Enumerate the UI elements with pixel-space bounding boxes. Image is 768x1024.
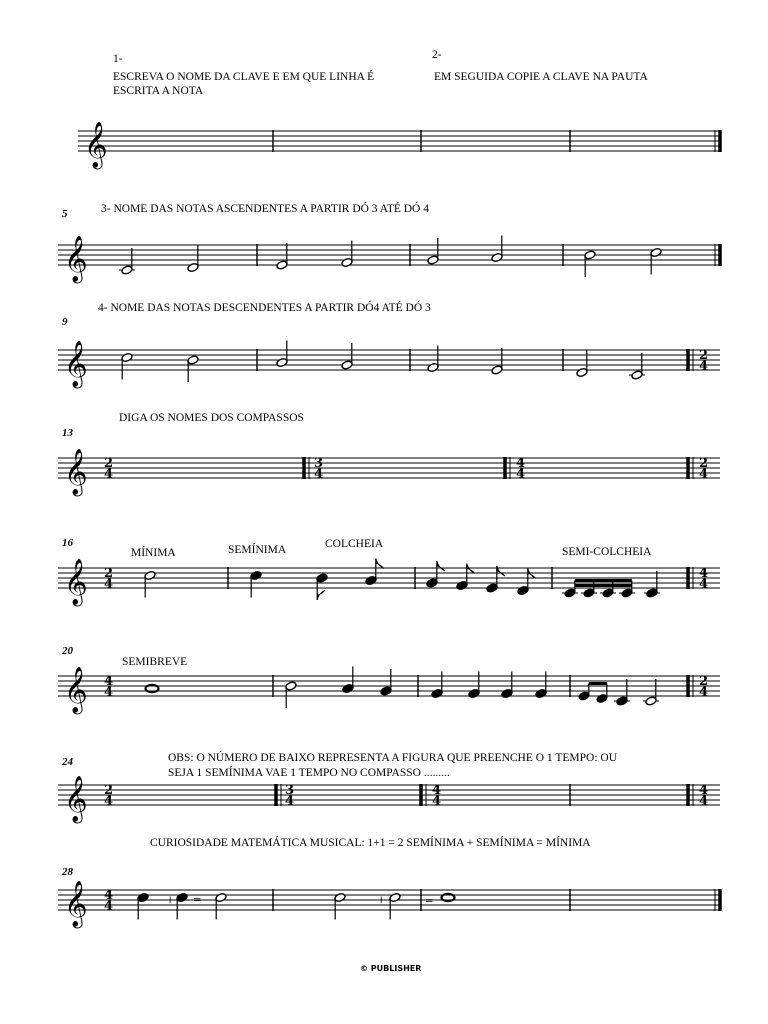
whole-note (442, 894, 455, 901)
label-seminima: SEMÍNIMA (228, 544, 287, 556)
treble-clef-icon: 𝄞 (84, 122, 108, 168)
treble-clef-icon: 𝄞 (64, 881, 88, 927)
obs-text-line2: SEJA 1 SEMÍNIMA VAE 1 TEMPO NO COMPASSO ......... (168, 767, 450, 779)
treble-clef-icon: 𝄞 (64, 449, 88, 495)
plus-sign: + (166, 895, 175, 906)
question-2-text: EM SEGUIDA COPIE A CLAVE NA PAUTA (434, 71, 648, 83)
measure-number-16: 16 (62, 537, 73, 549)
note-flag (376, 559, 384, 569)
treble-clef-icon: 𝄞 (64, 236, 88, 282)
time-signature-top: 2 (104, 566, 114, 581)
publisher-footer: © PUBLISHER (360, 964, 422, 973)
time-signature-top: 4 (104, 674, 114, 689)
time-signature-bottom: 4 (699, 467, 709, 482)
time-signature-top: 2 (699, 674, 709, 689)
time-signature-top: 4 (432, 783, 442, 798)
equals-sign: = (193, 895, 202, 906)
label-semicolcheia: SEMI-COLCHEIA (562, 546, 652, 558)
time-signature-bottom: 4 (699, 685, 709, 700)
time-signature-top: 3 (285, 783, 295, 798)
measure-number-28: 28 (62, 866, 73, 878)
measure-number-24: 24 (62, 756, 73, 768)
note-flag (437, 561, 445, 571)
time-signature-bottom: 4 (699, 359, 709, 374)
treble-clef-icon: 𝄞 (64, 776, 88, 822)
question-1-number: 1- (113, 53, 123, 65)
question-1-text-line1: ESCREVA O NOME DA CLAVE E EM QUE LINHA É (113, 71, 375, 83)
time-signature-bottom: 4 (432, 794, 442, 809)
time-signature-bottom: 4 (104, 467, 114, 482)
time-signature-bottom: 4 (104, 899, 114, 914)
note-flag (317, 590, 325, 600)
time-signature-bottom: 4 (104, 577, 114, 592)
time-signature-top: 3 (314, 456, 324, 471)
question-3-text: 3- NOME DAS NOTAS ASCENDENTES A PARTIR DÓ 3 ATÉ DÓ 4 (101, 203, 429, 215)
label-semibreve: SEMIBREVE (122, 656, 188, 668)
whole-note (146, 685, 159, 692)
measure-number-20: 20 (62, 645, 73, 657)
time-signature-top: 2 (699, 456, 709, 471)
time-signature-top: 4 (104, 888, 114, 903)
treble-clef-icon: 𝄞 (64, 559, 88, 605)
question-1-text-line2: ESCRITA A NOTA (113, 85, 204, 97)
time-signature-bottom: 4 (516, 467, 526, 482)
time-signature-top: 2 (104, 783, 114, 798)
measure-number-9: 9 (62, 316, 68, 328)
time-signature-bottom: 4 (104, 794, 114, 809)
time-signature-bottom: 4 (285, 794, 295, 809)
obs-text-line1: OBS: O NÚMERO DE BAIXO REPRESENTA A FIGURA QUE PREENCHE O 1 TEMPO: OU (168, 752, 618, 764)
time-signature-top: 2 (104, 456, 114, 471)
time-signature-bottom: 4 (104, 685, 114, 700)
measure-number-13: 13 (62, 427, 73, 439)
treble-clef-icon: 𝄞 (64, 341, 88, 387)
time-signature-top: 4 (516, 456, 526, 471)
equals-sign: = (425, 896, 434, 907)
time-signature-top: 4 (699, 783, 709, 798)
time-signature-top: 2 (699, 348, 709, 363)
label-minima: MÍNIMA (131, 547, 176, 559)
question-5-text: DIGA OS NOMES DOS COMPASSOS (119, 412, 304, 424)
plus-sign: + (377, 895, 386, 906)
curiosity-text: CURIOSIDADE MATEMÁTICA MUSICAL: 1+1 = 2 SEMÍNIMA + SEMÍNIMA = MÍNIMA (150, 837, 591, 849)
label-colcheia: COLCHEIA (325, 538, 384, 550)
time-signature-bottom: 4 (699, 577, 709, 592)
question-2-number: 2- (432, 49, 442, 61)
time-signature-top: 4 (699, 566, 709, 581)
treble-clef-icon: 𝄞 (64, 667, 88, 713)
time-signature-bottom: 4 (699, 794, 709, 809)
time-signature-bottom: 4 (314, 467, 324, 482)
question-4-text: 4- NOME DAS NOTAS DESCENDENTES A PARTIR DÓ4 ATÉ DÓ 3 (98, 302, 431, 314)
measure-number-5: 5 (62, 208, 68, 220)
